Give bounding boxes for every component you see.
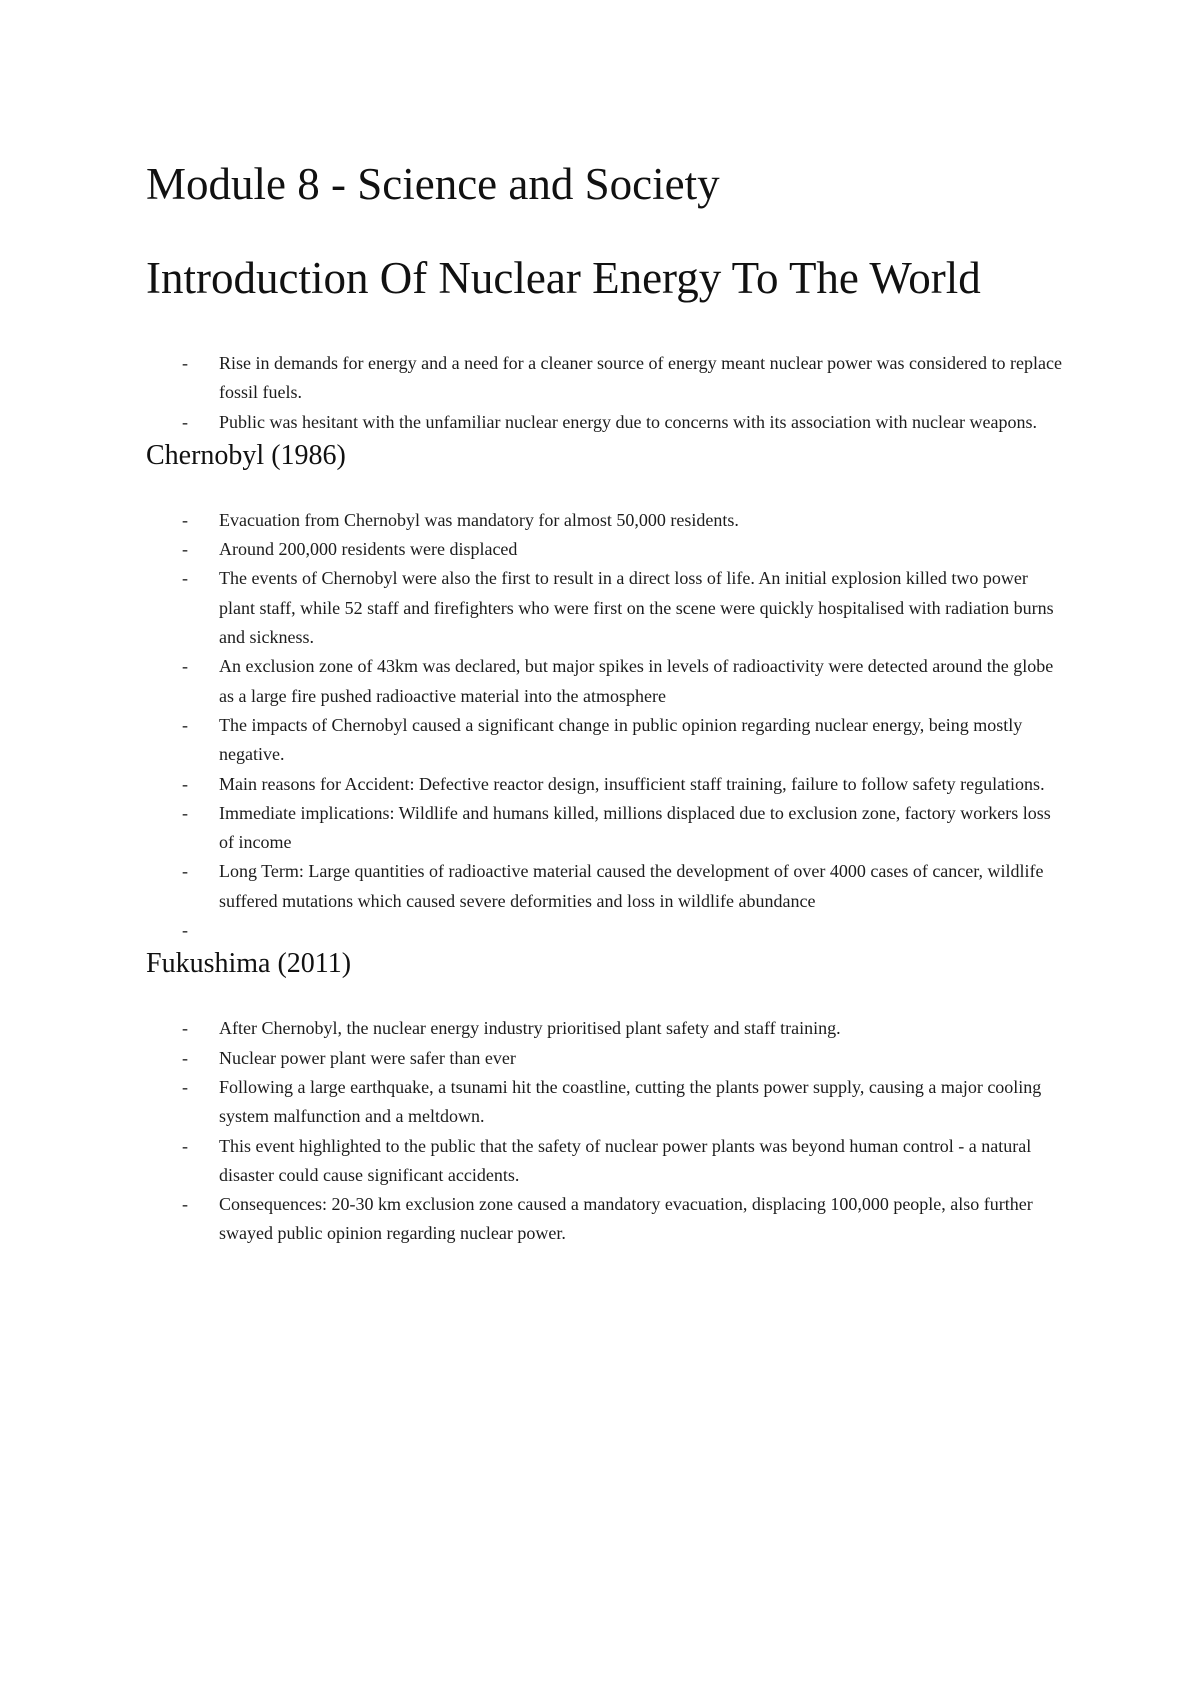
bullet-marker: -	[182, 353, 188, 373]
list-item	[146, 770, 1066, 799]
list-item	[146, 1044, 1066, 1073]
list-item	[146, 349, 1066, 408]
fukushima-heading: Fukushima (2011)	[146, 948, 352, 980]
list-item-empty	[146, 916, 1066, 945]
list-item-text: Consequences: 20-30 km exclusion zone caused a mandatory evacuation, displacing 100,000 people, also further swayed public opinion regarding nuclear power.	[219, 1194, 1033, 1244]
bullet-marker: -	[182, 1047, 188, 1068]
bullet-marker: -	[182, 1135, 188, 1156]
bullet-marker: -	[182, 1076, 188, 1097]
list-item-text: Rise in demands for energy and a need for a cleaner source of energy meant nuclear power was considered to replace fossil fuels.	[219, 353, 1062, 403]
list-item	[146, 1014, 1066, 1043]
bullet-marker: -	[182, 802, 188, 823]
bullet-marker: -	[182, 539, 188, 560]
chernobyl-heading: Chernobyl (1986)	[146, 439, 346, 471]
fukushima-bullet-list	[146, 1014, 1066, 1248]
list-item	[146, 652, 1066, 711]
list-item-text: Following a large earthquake, a tsunami hit the coastline, cutting the plants power supply, causing a major cooling system malfunction and a meltdown.	[219, 1076, 1042, 1127]
list-item	[146, 564, 1066, 652]
list-item-text: An exclusion zone of 43km was declared, but major spikes in levels of radioactivity were detected around the globe as a large fire pushed radioactive material into the atmosphere	[219, 656, 1054, 706]
bullet-marker: -	[182, 861, 188, 882]
list-item	[146, 857, 1066, 916]
list-item-text: Evacuation from Chernobyl was mandatory for almost 50,000 residents.	[219, 509, 739, 530]
bullet-marker: -	[182, 656, 188, 677]
list-item-text: This event highlighted to the public that the safety of nuclear power plants was beyond human control - a natural disaster could cause significant accidents.	[219, 1135, 1032, 1185]
list-item	[146, 711, 1066, 770]
list-item-text: Long Term: Large quantities of radioactive material caused the development of over 4000 cases of cancer, wildlife suffered mutations which caused severe deformities and loss in wildlife abundance	[219, 861, 1044, 911]
list-item-text: The impacts of Chernobyl caused a significant change in public opinion regarding nuclear energy, being mostly negative.	[219, 714, 1023, 765]
list-item	[146, 1132, 1066, 1191]
bullet-marker: -	[182, 714, 188, 735]
list-item	[146, 1190, 1066, 1249]
chernobyl-bullet-list	[146, 506, 1066, 945]
list-item	[146, 535, 1066, 564]
list-item	[146, 506, 1066, 535]
module-title: Module 8 - Science and Society	[146, 159, 720, 209]
bullet-marker: -	[182, 411, 188, 432]
list-item-text: Public was hesitant with the unfamiliar nuclear energy due to concerns with its association with nuclear weapons.	[219, 411, 1037, 432]
list-item-text: Nuclear power plant were safer than ever	[219, 1047, 516, 1068]
bullet-marker: -	[182, 509, 188, 530]
list-item	[146, 408, 1066, 437]
bullet-marker: -	[182, 1194, 188, 1215]
bullet-marker: -	[182, 568, 188, 589]
section-title: Introduction Of Nuclear Energy To The World	[146, 253, 981, 303]
list-item	[146, 1073, 1066, 1132]
list-item-text: After Chernobyl, the nuclear energy industry prioritised plant safety and staff training.	[219, 1018, 841, 1039]
list-item-text: Immediate implications: Wildlife and humans killed, millions displaced due to exclusion zone, factory workers loss of income	[219, 802, 1051, 853]
list-item	[146, 799, 1066, 858]
bullet-marker: -	[182, 773, 188, 794]
document-page	[146, 150, 1066, 1249]
bullet-marker: -	[182, 920, 188, 941]
list-item-text: Main reasons for Accident: Defective reactor design, insufficient staff training, failure to follow safety regulations.	[219, 773, 1045, 794]
bullet-marker: -	[182, 1018, 188, 1039]
list-item-text: Around 200,000 residents were displaced	[219, 539, 518, 560]
list-item-text: The events of Chernobyl were also the first to result in a direct loss of life. An initial explosion killed two power plant staff, while 52 staff and firefighters who were first on the scene were quickly hospitalised with radiation burns and sickness.	[219, 568, 1054, 648]
intro-bullet-list	[146, 349, 1066, 437]
